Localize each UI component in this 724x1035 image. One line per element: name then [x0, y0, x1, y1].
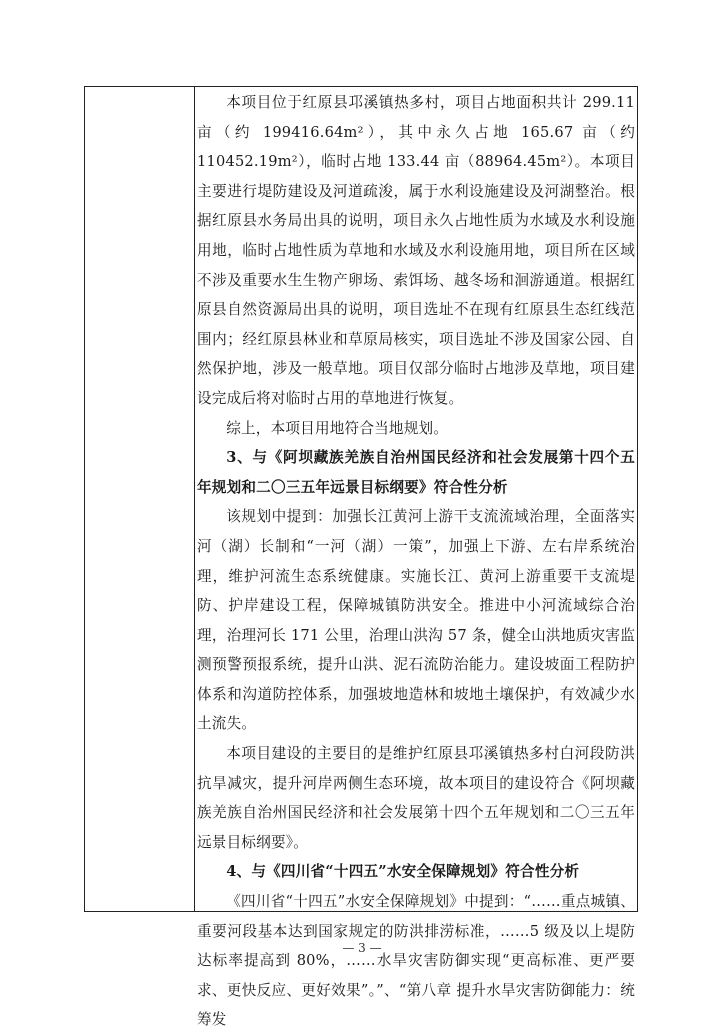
section-heading-4: 4、与《四川省“十四五”水安全保障规划》符合性分析 — [226, 863, 580, 881]
paragraph-land-use-conclusion: 综上，本项目用地符合当地规划。 — [226, 419, 449, 437]
page-number: — 3 — — [342, 941, 382, 955]
table-column-divider — [194, 87, 195, 911]
document-table — [84, 86, 638, 1029]
paragraph-sichuan-water-plan: 《四川省“十四五”水安全保障规划》中提到：“……重点城镇、重要河段基本达到国家规定的防洪排涝标准，……5 级及以上堤防达标率提高到 80%，……水旱灾害防御实现“更高标准、更严要求、更快反应、更好效果”。”、“第八章 提升水旱灾害防御能力：统筹发 — [197, 893, 635, 1029]
section-heading-3: 3、与《阿坝藏族羌族自治州国民经济和社会发展第十四个五年规划和二〇三五年远景目标纲要》符合性分析 — [197, 449, 635, 496]
paragraph-aba-plan-conclusion: 本项目建设的主要目的是维护红原县邛溪镇热多村白河段防洪抗旱减灾，提升河岸两侧生态环境，故本项目的建设符合《阿坝藏族羌族自治州国民经济和社会发展第十四个五年规划和二〇三五年远景目标纲要》。 — [197, 745, 635, 851]
table-content-cell — [197, 88, 635, 1029]
paragraph-aba-plan: 该规划中提到：加强长江黄河上游干支流流域治理，全面落实河（湖）长制和“一河（湖）一策”，加强上下游、左右岸系统治理，维护河流生态系统健康。实施长江、黄河上游重要干支流堤防、护岸建设工程，保障城镇防洪安全。推进中小河流域综合治理，治理河长 171 公里，治理山洪沟 57 条，健全山洪地质灾害监测预警预报系统，提升山洪、泥石流防治能力。建设坡面工程防护体系和沟道防控体系，加强坡地造林和坡地土壤保护，有效减少水土流失。 — [197, 508, 635, 733]
paragraph-land-use: 本项目位于红原县邛溪镇热多村，项目占地面积共计 299.11 亩（约 199416.64m²），其中永久占地 165.67 亩（约 110452.19m²），临时占地 133.44 亩（88964.45m²）。本项目主要进行堤防建设及河道疏浚，属于水利设施建设及河湖整治。根据红原县水务局出具的说明，项目永久占地性质为水域及水利设施用地，临时占地性质为草地和水域及水利设施用地，项目所在区域不涉及重要水生生物产卵场、索饵场、越冬场和洄游通道。根据红原县自然资源局出具的说明，项目选址不在现有红原县生态红线范围内；经红原县林业和草原局核实，项目选址不涉及国家公园、自然保护地，涉及一般草地。项目仅部分临时占地涉及草地，项目建设完成后将对临时占用的草地进行恢复。 — [197, 94, 635, 407]
